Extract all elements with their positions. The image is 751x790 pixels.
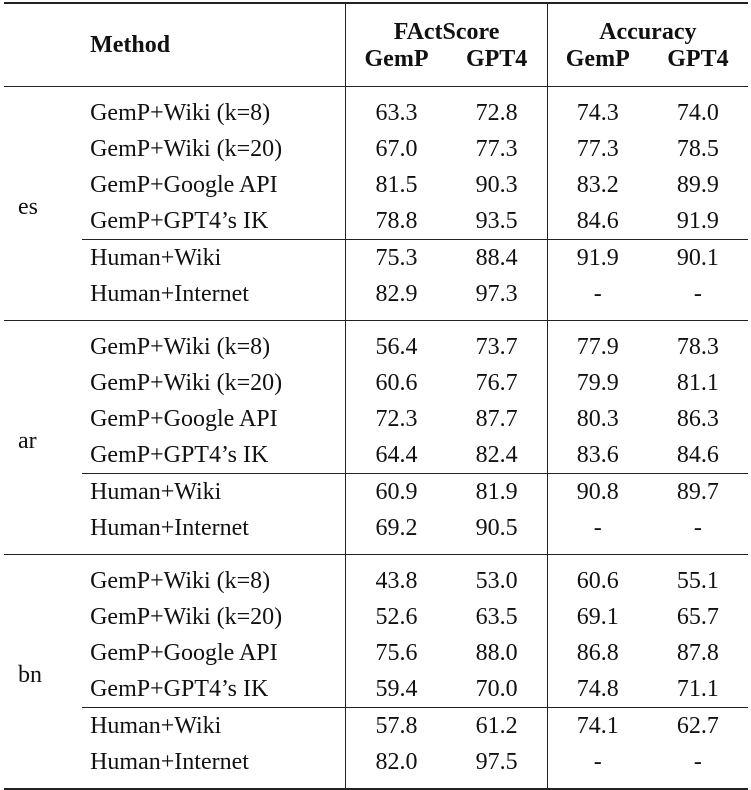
table-row — [4, 474, 748, 511]
value-cell: 87.7 — [475, 405, 518, 432]
accuracy-gpt4-header: GPT4 — [667, 46, 729, 72]
value-cell: 60.9 — [346, 474, 447, 511]
table-row — [4, 510, 748, 555]
table-row — [4, 321, 748, 366]
value-cell: - — [693, 748, 702, 775]
value-cell: 52.6 — [346, 599, 447, 635]
value-cell: 63.5 — [475, 603, 518, 630]
value-cell: 97.3 — [475, 280, 518, 307]
value-cell: 62.7 — [648, 708, 748, 745]
table-row — [4, 437, 748, 474]
value-cell: 84.6 — [547, 203, 648, 240]
table-row — [4, 365, 748, 401]
method-cell: GemP+Google API — [90, 171, 278, 198]
value-cell: - — [693, 280, 702, 307]
table-row — [4, 167, 748, 203]
table-row — [4, 276, 748, 321]
value-cell: 97.5 — [475, 748, 518, 775]
value-cell: 74.0 — [676, 99, 719, 126]
method-cell: GemP+Wiki (k=20) — [90, 135, 283, 162]
results-table — [4, 2, 748, 790]
method-cell: Human+Internet — [90, 514, 249, 541]
value-cell: 81.9 — [447, 474, 548, 511]
table-row — [4, 131, 748, 167]
language-label: bn — [4, 555, 82, 790]
value-cell: 77.3 — [475, 135, 518, 162]
value-cell: 60.6 — [346, 365, 447, 401]
value-cell: 57.8 — [346, 708, 447, 745]
value-cell: 75.6 — [346, 635, 447, 671]
value-cell: 93.5 — [475, 207, 518, 234]
language-label: es — [18, 194, 38, 220]
value-cell: 55.1 — [648, 555, 748, 600]
value-cell: 43.8 — [346, 555, 447, 600]
value-cell: 72.8 — [475, 99, 518, 126]
value-cell: 89.7 — [648, 474, 748, 511]
language-label: ar — [4, 321, 82, 555]
value-cell: 77.3 — [547, 131, 648, 167]
accuracy-header: Accuracy — [547, 3, 748, 46]
value-cell: 91.9 — [547, 240, 648, 277]
table-row — [4, 708, 748, 745]
value-cell: 78.3 — [648, 321, 748, 366]
method-cell: GemP+Google API — [90, 639, 278, 666]
value-cell: 87.8 — [676, 639, 719, 666]
value-cell: 70.0 — [475, 675, 518, 702]
value-cell: - — [547, 276, 648, 321]
value-cell: 79.9 — [547, 365, 648, 401]
table-row — [4, 671, 748, 708]
value-cell: 90.5 — [475, 514, 518, 541]
method-cell: GemP+Wiki (k=20) — [90, 603, 283, 630]
method-cell: Human+Internet — [90, 280, 249, 307]
value-cell: - — [547, 744, 648, 789]
table-row — [4, 203, 748, 240]
value-cell: 60.6 — [547, 555, 648, 600]
value-cell: 76.7 — [475, 369, 518, 396]
method-cell: GemP+GPT4’s IK — [90, 441, 269, 468]
accuracy-gemp-header: GemP — [547, 46, 648, 87]
value-cell: 69.1 — [547, 599, 648, 635]
value-cell: 82.0 — [346, 744, 447, 789]
method-cell: GemP+Wiki (k=8) — [82, 555, 346, 600]
value-cell: 59.4 — [346, 671, 447, 708]
method-cell: Human+Internet — [90, 748, 249, 775]
value-cell: 61.2 — [447, 708, 548, 745]
value-cell: 86.8 — [547, 635, 648, 671]
value-cell: 69.2 — [346, 510, 447, 555]
value-cell: - — [693, 514, 702, 541]
value-cell: 90.8 — [547, 474, 648, 511]
value-cell: - — [547, 510, 648, 555]
method-cell: GemP+GPT4’s IK — [90, 675, 269, 702]
method-cell: Human+Wiki — [82, 708, 346, 745]
value-cell: 90.1 — [648, 240, 748, 277]
method-cell: Human+Wiki — [82, 474, 346, 511]
value-cell: 56.4 — [346, 321, 447, 366]
value-cell: 82.9 — [346, 276, 447, 321]
table-row — [4, 635, 748, 671]
value-cell: 88.0 — [475, 639, 518, 666]
table-row — [4, 599, 748, 635]
value-cell: 81.1 — [676, 369, 719, 396]
value-cell: 74.8 — [547, 671, 648, 708]
method-header: Method — [90, 31, 171, 58]
value-cell: 80.3 — [547, 401, 648, 437]
value-cell: 72.3 — [346, 401, 447, 437]
value-cell: 74.1 — [547, 708, 648, 745]
value-cell: 64.4 — [346, 437, 447, 474]
factscore-gemp-header: GemP — [346, 46, 447, 87]
value-cell: 63.3 — [346, 87, 447, 132]
table-row — [4, 744, 748, 789]
value-cell: 53.0 — [447, 555, 548, 600]
lang-header — [4, 3, 82, 87]
factscore-gpt4-header: GPT4 — [465, 46, 528, 72]
value-cell: 71.1 — [676, 675, 719, 702]
value-cell: 78.8 — [346, 203, 447, 240]
value-cell: 67.0 — [346, 131, 447, 167]
table-row — [4, 87, 748, 132]
method-cell: GemP+Wiki (k=20) — [90, 369, 283, 396]
method-cell: GemP+Wiki (k=8) — [82, 321, 346, 366]
value-cell: 88.4 — [447, 240, 548, 277]
value-cell: 89.9 — [676, 171, 719, 198]
table-row — [4, 240, 748, 277]
value-cell: 86.3 — [676, 405, 719, 432]
table-row — [4, 401, 748, 437]
value-cell: 73.7 — [447, 321, 548, 366]
factscore-header: FActScore — [346, 3, 547, 46]
method-cell: GemP+Google API — [90, 405, 278, 432]
value-cell: 77.9 — [547, 321, 648, 366]
value-cell: 82.4 — [475, 441, 518, 468]
value-cell: 84.6 — [676, 441, 719, 468]
value-cell: 90.3 — [475, 171, 518, 198]
value-cell: 83.6 — [547, 437, 648, 474]
method-cell: GemP+GPT4’s IK — [90, 207, 269, 234]
method-cell: GemP+Wiki (k=8) — [90, 99, 271, 126]
value-cell: 83.2 — [547, 167, 648, 203]
value-cell: 81.5 — [346, 167, 447, 203]
table-row — [4, 555, 748, 600]
value-cell: 78.5 — [676, 135, 719, 162]
value-cell: 75.3 — [346, 240, 447, 277]
value-cell: 91.9 — [676, 207, 719, 234]
value-cell: 74.3 — [547, 87, 648, 132]
value-cell: 65.7 — [676, 603, 719, 630]
method-cell: Human+Wiki — [82, 240, 346, 277]
